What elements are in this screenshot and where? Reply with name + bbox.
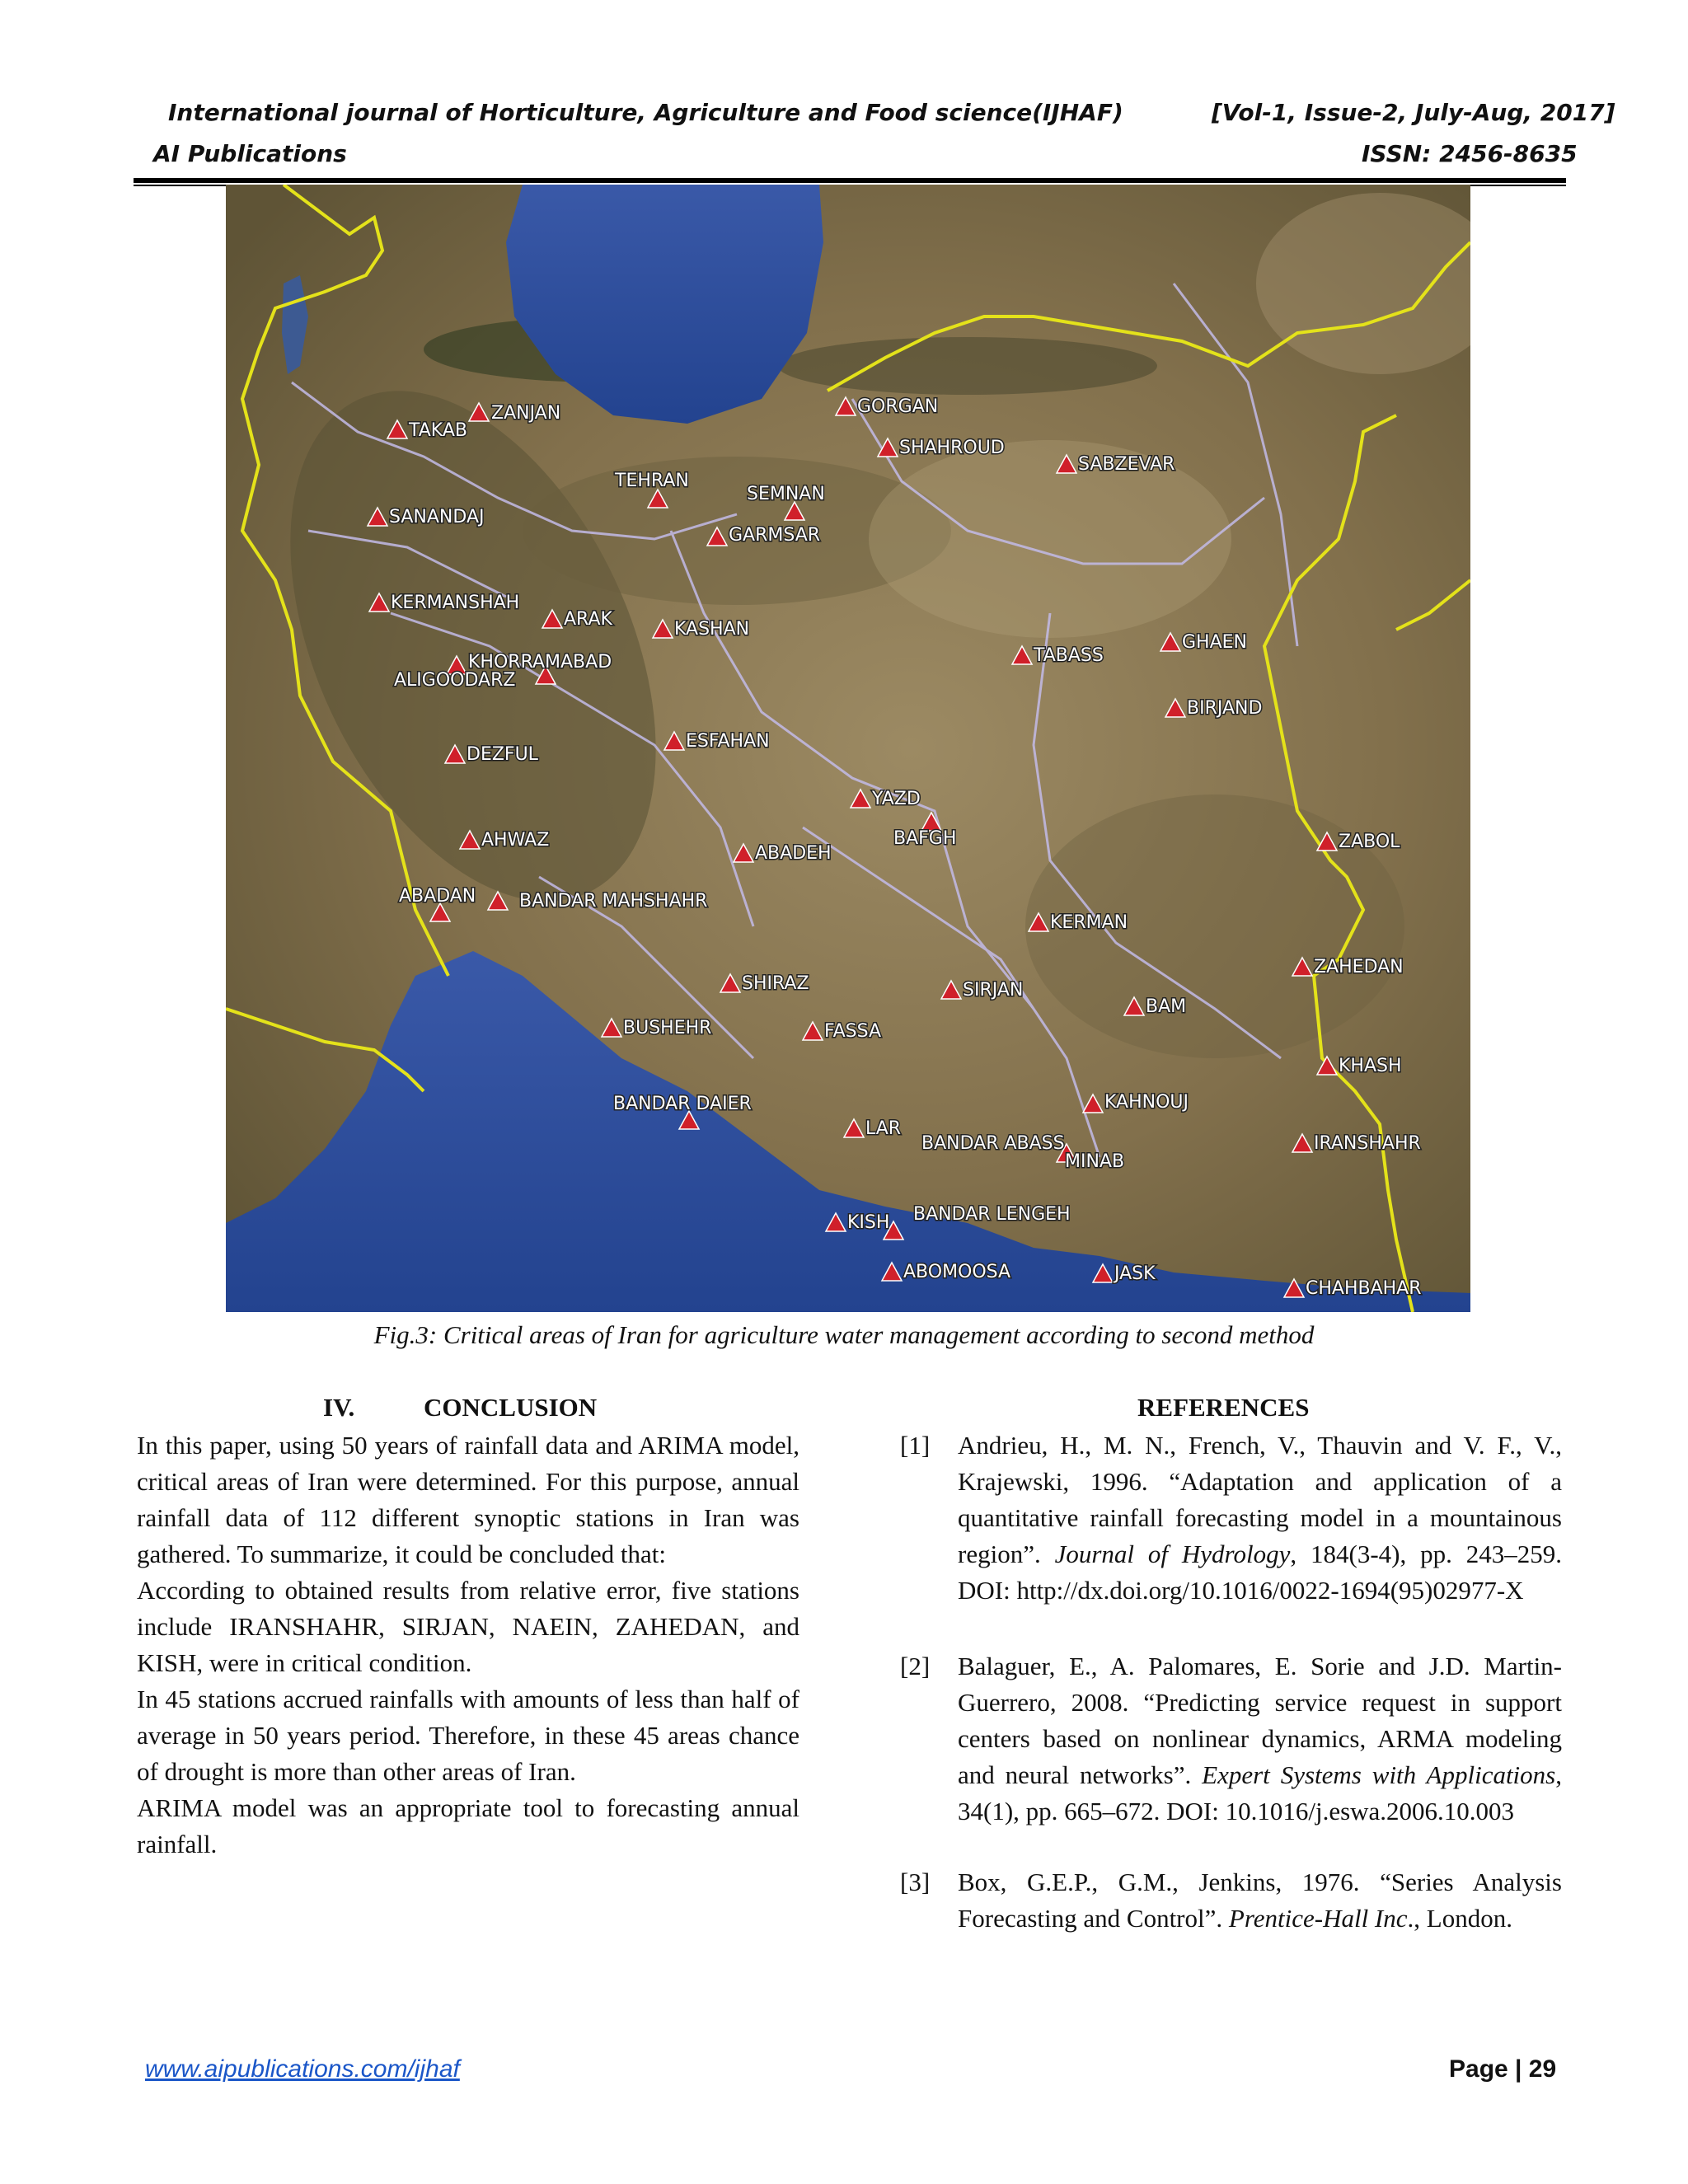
station-label: SHAHROUD [899, 438, 1005, 458]
station-label: GHAEN [1182, 632, 1247, 653]
station-label: SANANDAJ [389, 507, 485, 527]
station-label: KASHAN [674, 619, 750, 640]
station-label: ARAK [564, 609, 612, 630]
station-label: ZABOL [1339, 832, 1400, 852]
figure-caption: Fig.3: Critical areas of Iran for agriculture water management according to second method [373, 1320, 1315, 1349]
reference-number: [1] [900, 1431, 931, 1460]
section-heading: CONCLUSION [424, 1393, 598, 1422]
station-label: JASK [1114, 1263, 1156, 1284]
station-label: BANDAR LENGEH [913, 1204, 1071, 1225]
reference-number: [2] [900, 1652, 931, 1680]
references-heading: REFERENCES [1137, 1393, 1310, 1422]
station-label: ABOMOOSA [903, 1262, 1011, 1282]
station-label: BAM [1146, 996, 1187, 1017]
reference-text: Balaguer, E., A. Palomares, E. Sorie and J.D. Martin-Guerrero, 2008. “Predicting service request in support centers based on nonlinear dynamics, ARMA modeling and neural networks”. Expert Systems with Applications, 34(1), pp. 665–672. DOI: 10.1016/j.eswa.2006.10.003 [958, 1652, 1562, 1825]
conclusion-paragraph: In 45 stations accrued rainfalls with amounts of less than half of average in 50 years period. Therefore, in these 45 areas chance of drought is more than other areas of Iran. [137, 1685, 799, 1786]
station-label: TAKAB [409, 420, 467, 441]
reference-journal: Journal of Hydrology [1054, 1540, 1291, 1568]
station-label: SABZEVAR [1078, 454, 1175, 475]
conclusion-body [137, 1427, 799, 1863]
station-label: TEHRAN [615, 471, 689, 491]
station-label: DEZFUL [467, 744, 538, 765]
station-label: KERMANSHAH [391, 593, 520, 613]
station-label: BANDAR ABASS [921, 1133, 1065, 1154]
station-label: KISH [847, 1212, 890, 1233]
station-label: ALIGOODARZ [394, 670, 516, 691]
issn: ISSN: 2456-8635 [1362, 140, 1578, 167]
station-label: GORGAN [857, 396, 939, 417]
header-rule [134, 178, 1566, 183]
station-label: ZAHEDAN [1314, 957, 1404, 977]
station-label: MINAB [1065, 1151, 1125, 1172]
conclusion-paragraph: According to obtained results from relative error, five stations include IRANSHAHR, SIRJAN, NAEIN, ZAHEDAN, and KISH, were in critical condition. [137, 1576, 799, 1677]
reference-number: [3] [900, 1868, 931, 1896]
station-label: IRANSHAHR [1314, 1133, 1421, 1154]
section-number: IV. [323, 1393, 355, 1422]
station-label: ABADAN [399, 886, 476, 907]
station-label: TABASS [1034, 645, 1104, 666]
reference-journal: Expert Systems with Applications [1202, 1760, 1556, 1789]
station-label: CHAHBAHAR [1306, 1278, 1422, 1299]
station-label: ZANJAN [491, 403, 561, 424]
station-label: GARMSAR [729, 525, 821, 546]
station-label: BANDAR MAHSHAHR [519, 891, 708, 912]
station-label: SHIRAZ [742, 973, 809, 994]
station-label: KERMAN [1050, 912, 1128, 933]
page-number: Page | 29 [1449, 2055, 1557, 2083]
reference-text: Andrieu, H., M. N., French, V., Thauvin and V. F., V., Krajewski, 1996. “Adaptation and application of a quantitative rainfall forecasting model in a mountainous region”. Journal of Hydrology, 184(3-4), pp. 243–259. DOI: http://dx.doi.org/10.1016/0022-1694(95)02977-X [958, 1431, 1562, 1605]
station-label: BUSHEHR [623, 1018, 712, 1038]
station-label: KAHNOUJ [1104, 1092, 1189, 1113]
journal-title: International journal of Horticulture, Agriculture and Food science(IJHAF) [168, 99, 1123, 126]
station-label: BANDAR DAIER [613, 1094, 752, 1114]
station-label: BAFGH [893, 828, 957, 849]
station-label: LAR [865, 1118, 902, 1139]
volume-info: [Vol-1, Issue-2, July-Aug, 2017] [1212, 99, 1615, 126]
station-label: FASSA [824, 1021, 882, 1042]
station-label: SEMNAN [747, 484, 825, 504]
station-label: BIRJAND [1187, 698, 1263, 719]
station-label: ESFAHAN [686, 731, 770, 752]
station-label: KHORRAMABAD [468, 652, 612, 673]
reference-text: Box, G.E.P., G.M., Jenkins, 1976. “Series Analysis Forecasting and Control”. Prentice-Hall Inc., London. [958, 1868, 1562, 1933]
footer-website-link[interactable]: www.aipublications.com/ijhaf [145, 2055, 460, 2083]
reference-journal: Prentice-Hall Inc [1228, 1904, 1408, 1933]
station-label: ABADEH [755, 843, 832, 864]
conclusion-paragraph: ARIMA model was an appropriate tool to forecasting annual rainfall. [137, 1793, 799, 1858]
station-label: SIRJAN [963, 980, 1024, 1001]
station-label: AHWAZ [481, 830, 550, 851]
conclusion-paragraph: In this paper, using 50 years of rainfall data and ARIMA model, critical areas of Iran were determined. For this purpose, annual rainfall data of 112 different synoptic stations in Iran was gathered. To summarize, it could be concluded that: [137, 1431, 799, 1568]
iran-satellite-map [226, 185, 1470, 1312]
station-label: KHASH [1339, 1056, 1402, 1076]
station-label: YAZD [872, 789, 921, 809]
publisher: AI Publications [153, 140, 347, 167]
